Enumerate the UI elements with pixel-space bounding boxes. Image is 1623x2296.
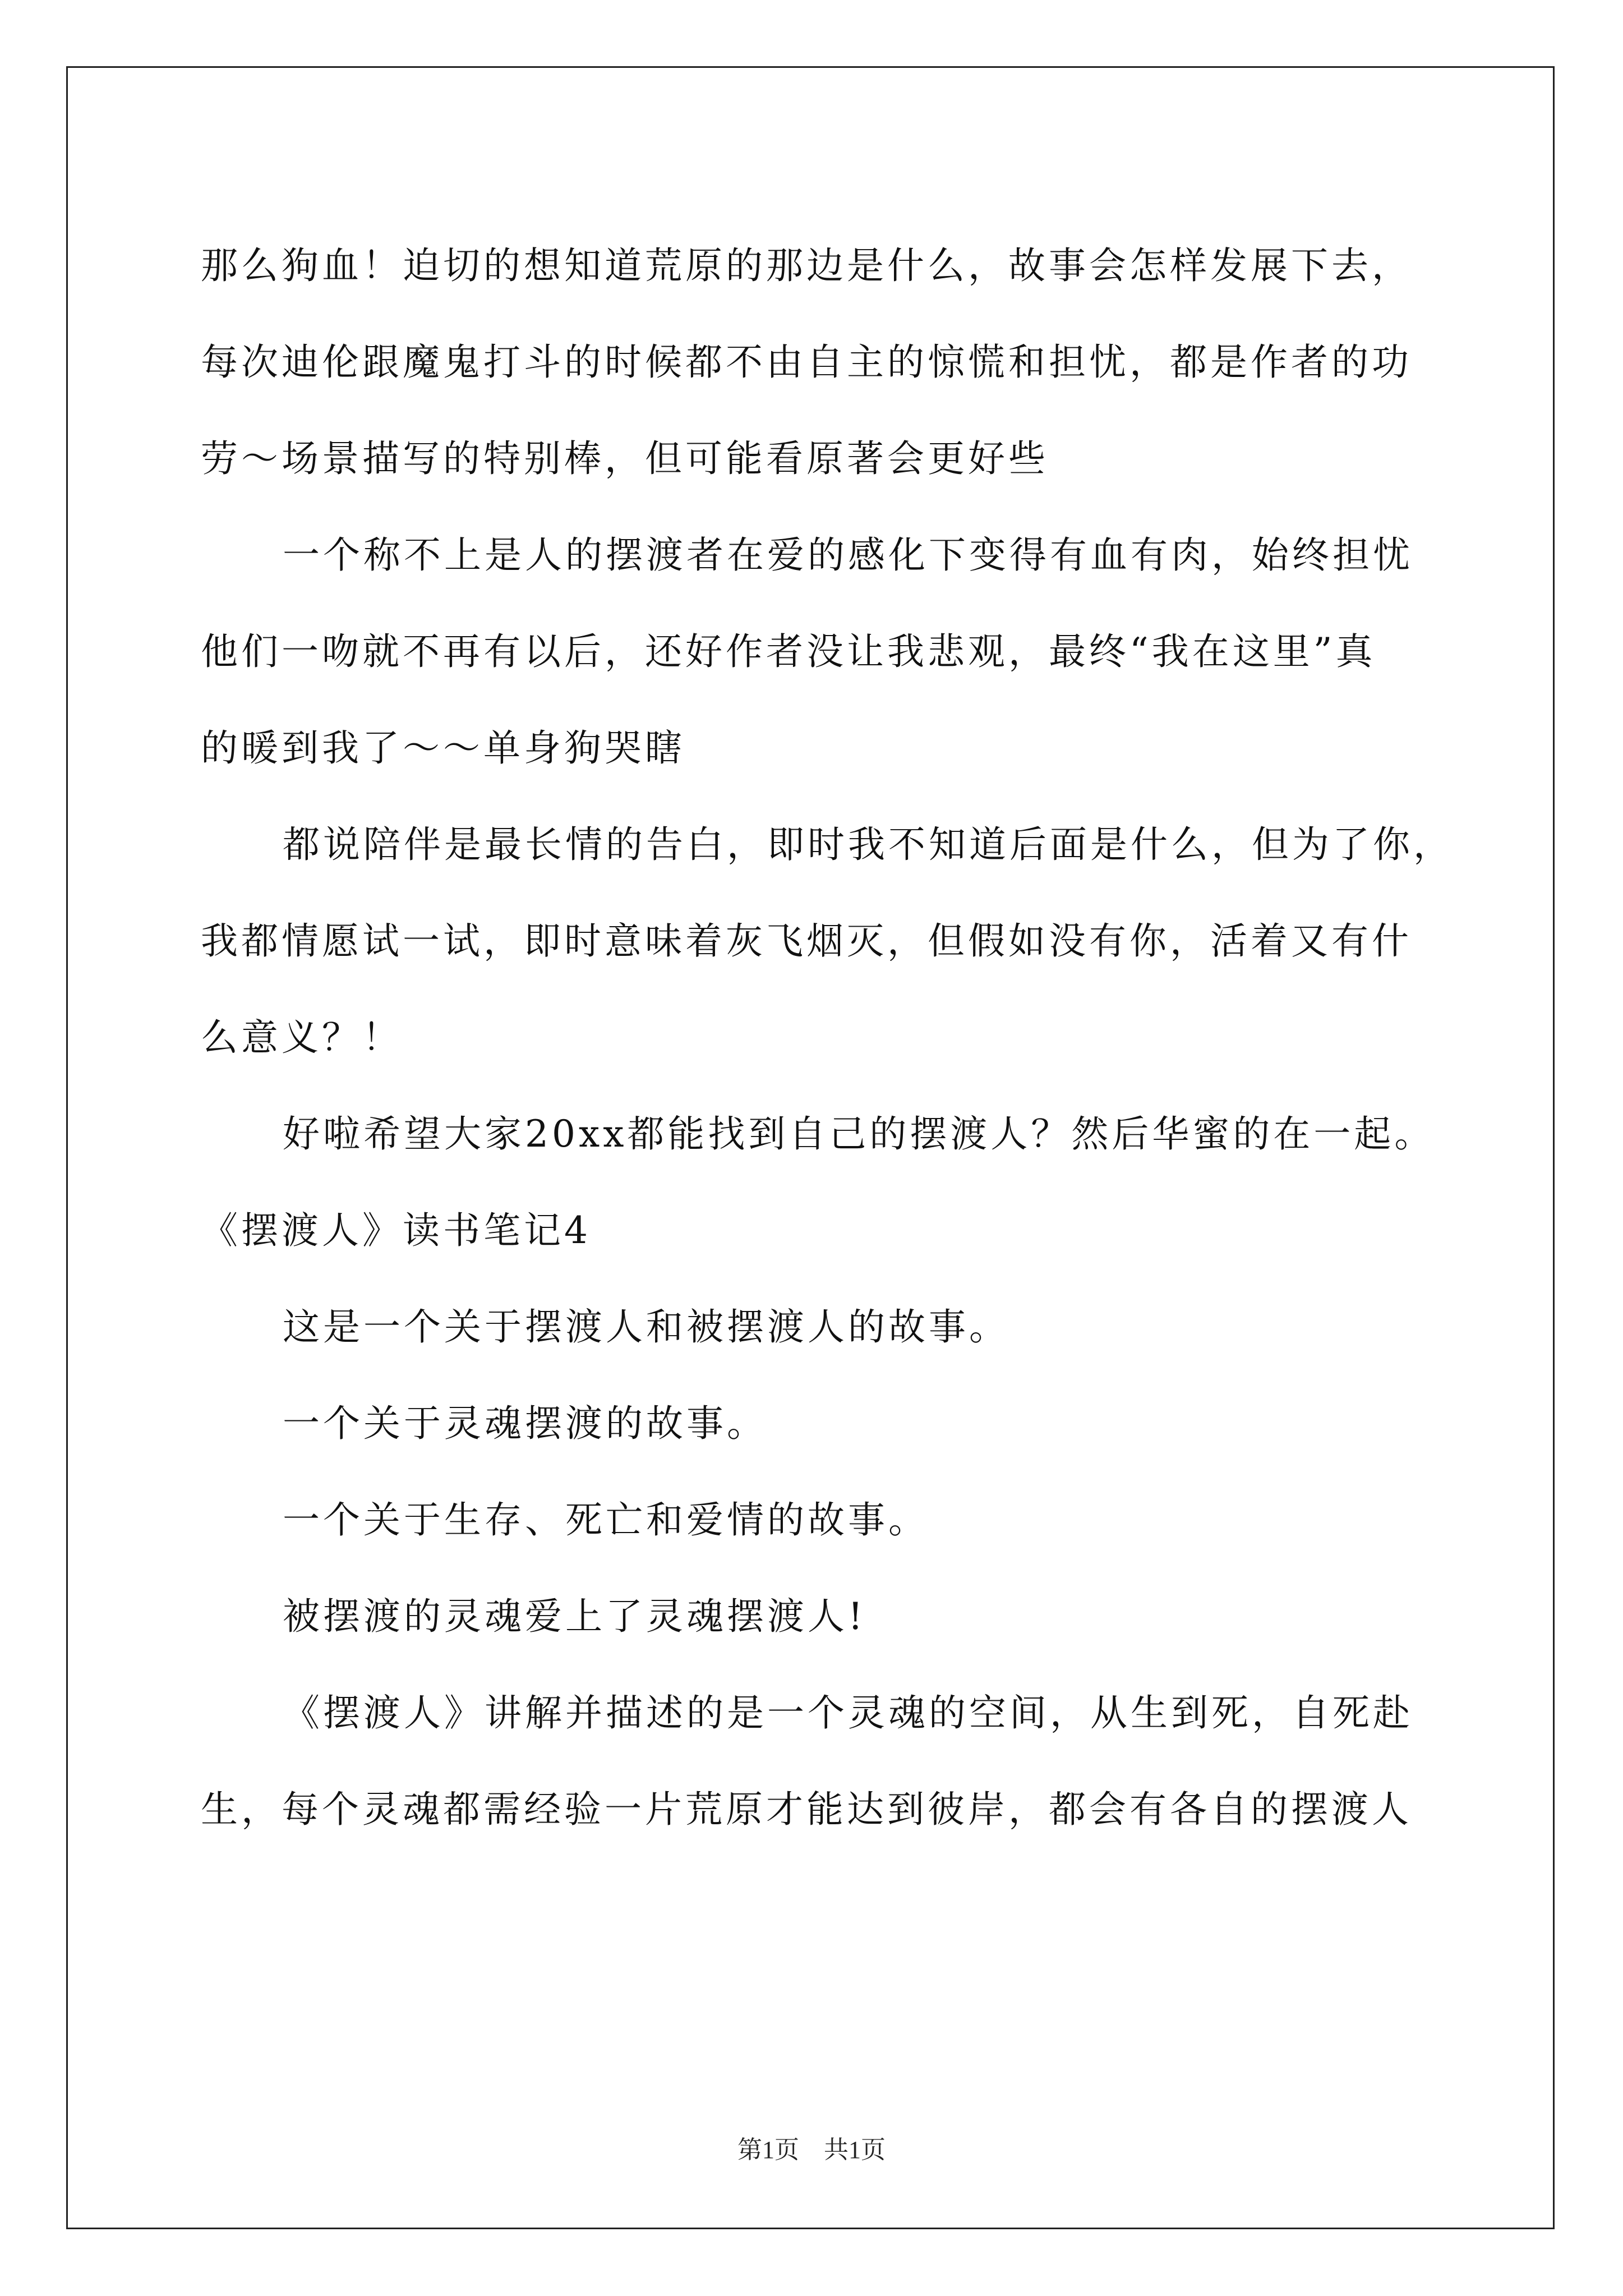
text-line-10: 好啦希望大家20xx都能找到自己的摆渡人？然后华蜜的在一起。 bbox=[283, 1112, 1435, 1156]
text-line-7: 都说陪伴是最长情的告白，即时我不知道后面是什么，但为了你， bbox=[283, 823, 1454, 866]
text-line-5: 他们一吻就不再有以后，还好作者没让我悲观，最终“我在这里”真 bbox=[201, 630, 1376, 673]
document-body bbox=[201, 218, 1463, 1858]
text-line-16: 《摆渡人》讲解并描述的是一个灵魂的空间，从生到死，自死赴 bbox=[283, 1691, 1413, 1734]
text-line-4: 一个称不上是人的摆渡者在爱的感化下变得有血有肉，始终担忧 bbox=[283, 533, 1413, 577]
text-line-1: 那么狗血！迫切的想知道荒原的那边是什么，故事会怎样发展下去， bbox=[201, 244, 1412, 287]
page-footer bbox=[0, 2129, 1623, 2165]
text-line-13: 一个关于灵魂摆渡的故事。 bbox=[283, 1402, 767, 1445]
page-number-total: 共1页 bbox=[824, 2136, 886, 2164]
text-line-14: 一个关于生存、死亡和爱情的故事。 bbox=[283, 1498, 929, 1542]
text-line-17: 生，每个灵魂都需经验一片荒原才能达到彼岸，都会有各自的摆渡人 bbox=[201, 1788, 1412, 1831]
text-line-6: 的暖到我了～～单身狗哭瞎 bbox=[201, 726, 685, 770]
page-number-current: 第1页 bbox=[737, 2136, 799, 2164]
section-heading: 《摆渡人》读书笔记4 bbox=[201, 1209, 591, 1252]
text-line-9: 么意义？！ bbox=[201, 1016, 403, 1059]
text-line-15: 被摆渡的灵魂爱上了灵魂摆渡人! bbox=[283, 1595, 866, 1638]
text-line-3: 劳～场景描写的特别棒，但可能看原著会更好些 bbox=[201, 437, 1049, 480]
text-line-8: 我都情愿试一试，即时意味着灰飞烟灭，但假如没有你，活着又有什 bbox=[201, 919, 1412, 963]
text-line-12: 这是一个关于摆渡人和被摆渡人的故事。 bbox=[283, 1305, 1009, 1349]
text-line-2: 每次迪伦跟魔鬼打斗的时候都不由自主的惊慌和担忧，都是作者的功 bbox=[201, 341, 1412, 384]
